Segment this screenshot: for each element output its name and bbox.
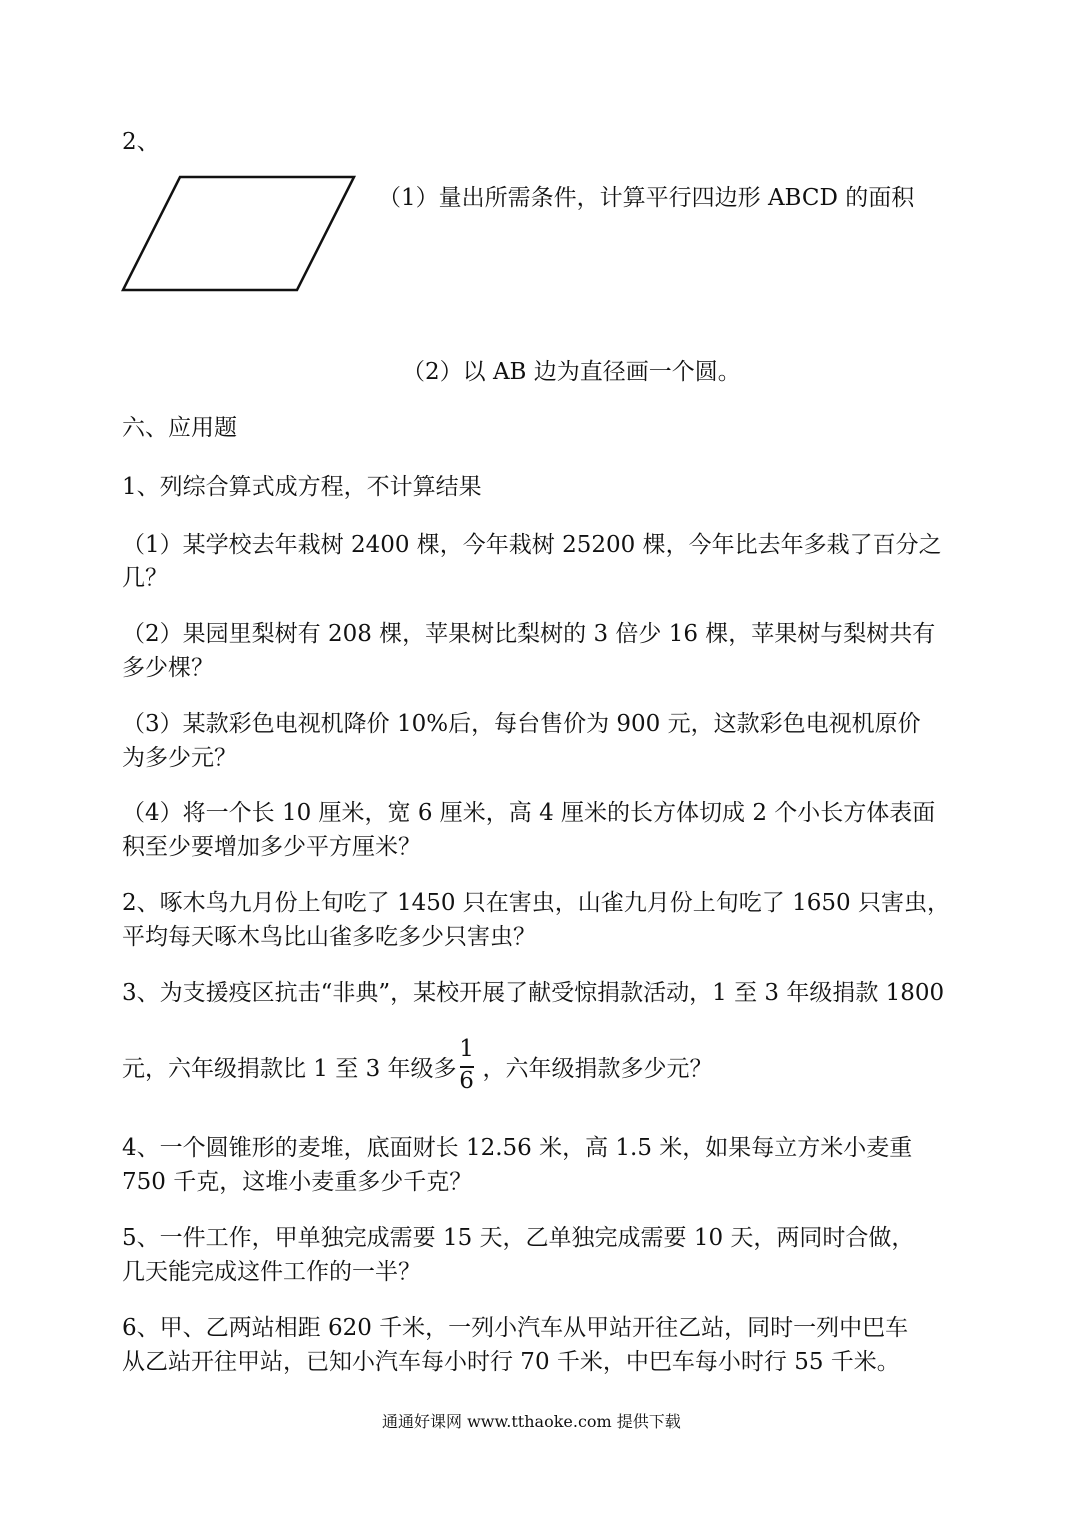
- problem-line: 几天能完成这件工作的一半？: [122, 1259, 421, 1285]
- question-2-label: 2、: [122, 129, 160, 155]
- parallelogram-figure: [118, 172, 360, 296]
- problem-line: 几？: [122, 565, 168, 591]
- problem-line: 1、列综合算式成方程，不计算结果: [122, 474, 482, 500]
- problem-line-with-fraction: [122, 1036, 713, 1099]
- parallelogram-abcd: [123, 177, 354, 290]
- question-2-part-1: （1）量出所需条件，计算平行四边形 ABCD 的面积: [378, 185, 915, 211]
- fraction-numerator: 1: [459, 1036, 474, 1062]
- problem-line: 为多少元？: [122, 745, 237, 771]
- fraction-denominator: 6: [459, 1068, 474, 1094]
- fraction-one-sixth: [459, 1037, 475, 1095]
- problem-line: （2）果园里梨树有 208 棵，苹果树比梨树的 3 倍少 16 棵，苹果树与梨树共有: [122, 621, 936, 647]
- problem-line: 6、甲、乙两站相距 620 千米，一列小汽车从甲站开往乙站，同时一列中巴车: [122, 1315, 909, 1341]
- q3-text-after: ，六年级捐款多少元？: [482, 1056, 713, 1082]
- problem-line: 平均每天啄木鸟比山雀多吃多少只害虫？: [122, 924, 536, 950]
- problem-line: 5、一件工作，甲单独完成需要 15 天，乙单独完成需要 10 天，两同时合做，: [122, 1225, 915, 1251]
- problem-line: 从乙站开往甲站，已知小汽车每小时行 70 千米，中巴车每小时行 55 千米。: [122, 1349, 900, 1375]
- q3-text-before: 元，六年级捐款比 1 至 3 年级多: [122, 1056, 457, 1082]
- section-title: 六、应用题: [122, 415, 237, 441]
- problem-line: 4、一个圆锥形的麦堆，底面财长 12.56 米，高 1.5 米，如果每立方米小麦重: [122, 1135, 913, 1161]
- problem-line: （4）将一个长 10 厘米，宽 6 厘米，高 4 厘米的长方体切成 2 个小长方体表面: [122, 800, 936, 826]
- problem-line: 2、啄木鸟九月份上旬吃了 1450 只在害虫，山雀九月份上旬吃了 1650 只害虫，: [122, 890, 950, 916]
- problem-line: 积至少要增加多少平方厘米？: [122, 834, 421, 860]
- question-2-part-2: （2）以 AB 边为直径画一个圆。: [402, 359, 741, 385]
- problem-line: （1）某学校去年栽树 2400 棵，今年栽树 25200 棵，今年比去年多栽了百分之: [122, 532, 942, 558]
- problem-line: （3）某款彩色电视机降价 10%后，每台售价为 900 元，这款彩色电视机原价: [122, 711, 921, 737]
- problem-line: 750 千克，这堆小麦重多少千克？: [122, 1169, 473, 1195]
- problem-line: 多少棵？: [122, 655, 214, 681]
- page-footer: 通通好课网 www.tthaoke.com 提供下载: [382, 1412, 681, 1431]
- problem-line: 3、为支援疫区抗击“非典”，某校开展了献受惊捐款活动，1 至 3 年级捐款 1800: [122, 980, 945, 1006]
